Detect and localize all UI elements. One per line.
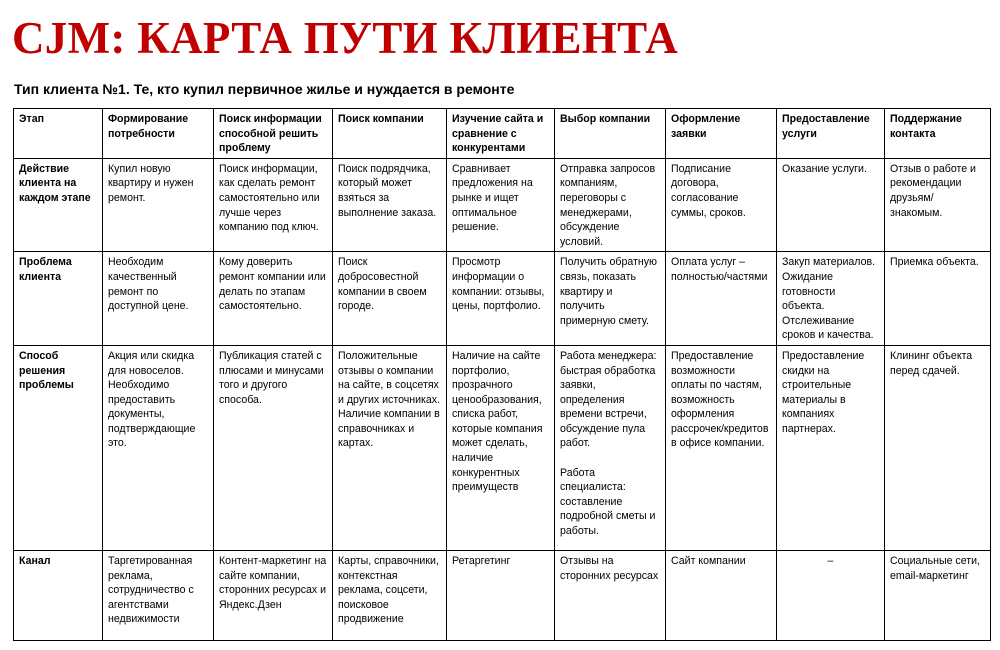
cell-text: Акция или скидка для новоселов. Необходимо предоставить документы, подтверждающие это. xyxy=(108,349,196,450)
table-cell xyxy=(885,550,991,640)
table-header-row xyxy=(14,109,991,159)
row-label: Действие клиента на каждом этапе xyxy=(14,158,103,252)
cell-text: Положительные отзывы о компании на сайте, в соцсетях и других источниках. Наличие компании в справочниках и картах. xyxy=(338,349,441,450)
cell-text: Кому доверить ремонт компании или делать по этапам самостоятельно. xyxy=(219,256,326,313)
table-cell xyxy=(214,345,333,550)
table-cell xyxy=(777,345,885,550)
cell-text: Получить обратную связь, показать квартиру и получить примерную смету. xyxy=(560,256,657,327)
cell-text: Сравнивает предложения на рынке и ищет оптимальное решение. xyxy=(452,162,533,234)
cell-text: Поиск информации, как сделать ремонт самостоятельно или лучше через компанию под ключ. xyxy=(219,162,320,234)
table-row xyxy=(14,252,991,346)
column-header: Этап xyxy=(14,109,103,159)
cell-text: Контент-маркетинг на сайте компании, сторонних ресурсах и Яндекс.Дзен xyxy=(219,554,327,611)
table-cell xyxy=(103,345,214,550)
cell-text: Оказание услуги. xyxy=(782,162,867,175)
table-cell xyxy=(214,550,333,640)
column-header: Предоставление услуги xyxy=(777,109,885,159)
cell-text: Работа специалиста: составление подробной сметы и работы. xyxy=(560,466,656,538)
column-header: Оформление заявки xyxy=(666,109,777,159)
table-cell xyxy=(214,252,333,346)
client-type-subtitle: Тип клиента №1. Те, кто купил первичное жилье и нуждается в ремонте xyxy=(14,81,515,97)
cell-text: Просмотр информации о компании: отзывы, цены, портфолио. xyxy=(452,256,545,313)
cell-text: Клининг объекта перед сдачей. xyxy=(890,349,973,377)
table-cell xyxy=(447,345,555,550)
table-cell xyxy=(214,158,333,252)
cell-text: Оплата услуг – полностью/частями xyxy=(671,256,768,283)
table-cell xyxy=(777,550,885,640)
table-cell xyxy=(777,158,885,252)
table-row xyxy=(14,550,991,640)
cell-text: Предоставление возможности оплаты по частям, возможность оформления рассрочек/кредитов в офисе компании. xyxy=(671,349,769,450)
cell-text: Подписание договора, согласование суммы, сроков. xyxy=(671,162,746,219)
cell-text: Сайт компании xyxy=(671,554,746,567)
cell-text: Карты, справочники, контекстная реклама, соцсети, поисковое продвижение xyxy=(338,554,439,626)
table-cell xyxy=(555,345,666,550)
table-cell xyxy=(447,158,555,252)
cell-text: Ретаргетинг xyxy=(452,554,511,567)
table-cell xyxy=(666,345,777,550)
table-cell xyxy=(447,550,555,640)
column-header: Формирование потребности xyxy=(103,109,214,159)
cell-text: Купил новую квартиру и нужен ремонт. xyxy=(108,162,194,204)
table-cell xyxy=(333,345,447,550)
column-header: Выбор компании xyxy=(555,109,666,159)
cell-text: Социальные сети, email-маркетинг xyxy=(890,554,980,582)
column-header: Изучение сайта и сравнение с конкурентами xyxy=(447,109,555,159)
cell-text: Поиск подрядчика, который может взяться за выполнение заказа. xyxy=(338,162,437,219)
column-header: Поиск компании xyxy=(333,109,447,159)
cell-text: Наличие на сайте портфолио, прозрачного ценообразования, списка работ, которые компания может сделать, наличие конкурентных преимуществ xyxy=(452,349,543,494)
row-label: Проблема клиента xyxy=(14,252,103,346)
table-cell xyxy=(333,158,447,252)
cell-text: Отзывы на сторонних ресурсах xyxy=(560,554,659,582)
table-cell xyxy=(666,158,777,252)
row-label: Канал xyxy=(14,550,103,640)
table-cell xyxy=(885,252,991,346)
cell-text: Отзыв о работе и рекомендации друзьям/знакомым. xyxy=(890,162,976,219)
table-row xyxy=(14,158,991,252)
cell-text: Закуп материалов. Ожидание готовности объекта. Отслеживание сроков и качества. xyxy=(782,256,876,342)
cell-text: Таргетированная реклама, сотрудничество с агентствами недвижимости xyxy=(108,554,194,626)
table-cell xyxy=(333,550,447,640)
table-cell xyxy=(555,252,666,346)
table-cell xyxy=(666,252,777,346)
table-cell xyxy=(666,550,777,640)
column-header: Поддержание контакта xyxy=(885,109,991,159)
page-title: CJM: КАРТА ПУТИ КЛИЕНТА xyxy=(12,13,679,63)
table-cell xyxy=(885,158,991,252)
cell-text: Отправка запросов компаниям, переговоры с менеджерами, обсуждение условий. xyxy=(560,162,656,248)
table-cell xyxy=(103,158,214,252)
row-label: Способ решения проблемы xyxy=(14,345,103,550)
cell-text: Поиск добросовестной компании в своем городе. xyxy=(338,256,427,313)
table-cell xyxy=(103,252,214,346)
cell-text: Приемка объекта. xyxy=(890,256,979,269)
table-cell xyxy=(885,345,991,550)
table-cell xyxy=(103,550,214,640)
cjm-table xyxy=(13,108,991,641)
cell-text: Работа менеджера: быстрая обработка заявки, определения времени встречи, обсуждение пула работ. xyxy=(560,349,657,450)
table-cell xyxy=(555,158,666,252)
table-cell xyxy=(777,252,885,346)
cell-text: Предоставление скидки на строительные материалы в компаниях партнерах. xyxy=(782,349,865,435)
cell-text: Публикация статей с плюсами и минусами того и другого способа. xyxy=(219,349,324,406)
table-cell xyxy=(555,550,666,640)
table-row xyxy=(14,345,991,550)
cell-text: – xyxy=(827,554,834,567)
column-header: Поиск информации способной решить проблему xyxy=(214,109,333,159)
cell-text: Необходим качественный ремонт по доступной цене. xyxy=(108,256,189,313)
table-cell xyxy=(333,252,447,346)
table-cell xyxy=(447,252,555,346)
